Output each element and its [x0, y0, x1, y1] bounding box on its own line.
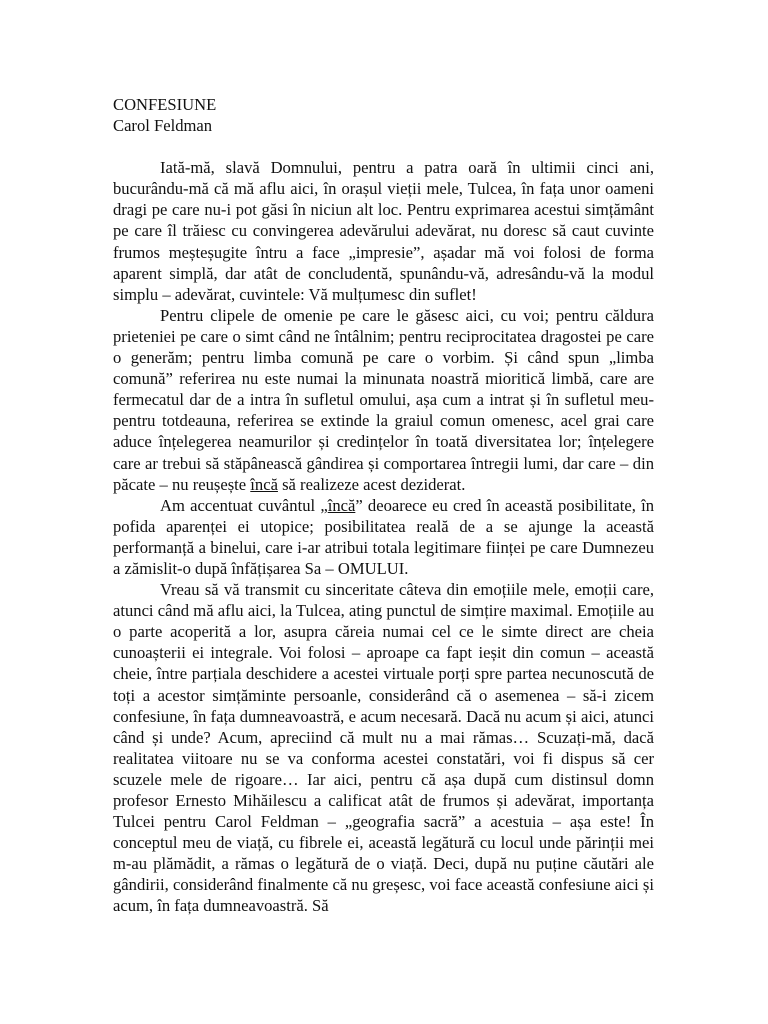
- document-title: CONFESIUNE: [113, 95, 217, 114]
- paragraph-1: [113, 157, 654, 305]
- paragraph-3: [113, 495, 654, 579]
- document-body: [113, 94, 654, 917]
- underlined-word: încă: [327, 495, 356, 515]
- paragraph-text: Am accentuat cuvântul „: [160, 495, 328, 515]
- paragraph-text: Pentru clipele de omenie pe care le găsesc aici, cu voi; pentru căldura prieteniei pe care o simt când ne întâlnim; pentru reciprocitatea dragostei pe care o generăm; pentru limba comună pe care o vorbim. Și când spun „limba comună” referirea nu este numai la minunata noastră mioritică limbă, care are fermecatul dar de a intra în sufletul omului, așa cum a intrat și în sufletul meu- pentru totdeauna, referirea se extinde la graiul comun omenesc, acel grai care aduce înțelegerea neamurilor și credințelor în toată diversitatea lor; înțelegere care ar trebui să stăpânească gândirea și comportarea întregii lumi, dar care – din păcate – nu reușește: [113, 305, 654, 494]
- blank-line: [113, 136, 654, 157]
- paragraph-text: Vreau să vă transmit cu sinceritate câteva din emoțiile mele, emoții care, atunci când mă aflu aici, la Tulcea, ating punctul de simțire maximal. Emoțiile au o parte acoperită a lor, asupra căreia numai cel ce le simte direct are cheia cunoașterii ei integrale. Voi folosi – aproape ca fapt ieșit din comun – această cheie, între parțiala deschidere a acestei virtuale porți spre partea necunoscută de toți a acestor simțăminte persoanle, considerând că o asemenea – să-i zicem confesiune, în fața dumneavoastră, e acum necesară. Dacă nu acum și aici, atunci când și unde? Acum, apreciind că mult nu a mai rămas… Scuzați-mă, dacă realitatea viitoare nu se va conforma acestei constatări, voi fi dispus să cer scuzele mele de rigoare… Iar aici, pentru că așa după cum distinsul domn profesor Ernesto Mihăilescu a calificat atât de frumos și adevărat, importanța Tulcei pentru Carol Feldman – „geografia sacră” a acestuia – așa este! În conceptul meu de viață, cu fibrele ei, această legătură cu locul unde părinții mei m-au plămădit, a rămas o legătură de o viață. Deci, după nu puține căutări ale gândirii, considerând finalmente că nu greșesc, voi face această confesiune aici și acum, în fața dumneavoastră. Să: [113, 580, 654, 916]
- underlined-word: încă: [250, 474, 278, 494]
- paragraph-text: ” deoarece eu cred în această posibilitate, în pofida aparenței ei utopice; posibilitatea reală de a se ajunge la această performanță a binelui, care i-ar atribui totala legitimare ființei pe care Dumnezeu a zămislit-o după înfățișarea Sa – OMULUI.: [113, 495, 654, 578]
- paragraph-text: Iată-mă, slavă Domnului, pentru a patra oară în ultimii cinci ani, bucurându-mă că mă aflu aici, în orașul vieții mele, Tulcea, în fața unor oameni dragi pe care nu-i pot găsi în niciun alt loc. Pentru exprimarea acestui simțământ pe care îl trăiesc cu convingerea adevărului adevărat, nu doresc să caut cuvinte frumos meșteșugite întru a face „impresie”, așadar mă voi folosi de forma aparent simplă, dar atât de concludentă, spunându-vă, adresându-vă la modul simplu – adevărat, cuvintele: Vă mulțumesc din suflet!: [113, 158, 654, 304]
- document-author: Carol Feldman: [113, 116, 213, 136]
- paragraph-4: [113, 579, 654, 917]
- paragraph-text: să realizeze acest deziderat.: [277, 474, 466, 494]
- paragraph-2: [113, 305, 654, 495]
